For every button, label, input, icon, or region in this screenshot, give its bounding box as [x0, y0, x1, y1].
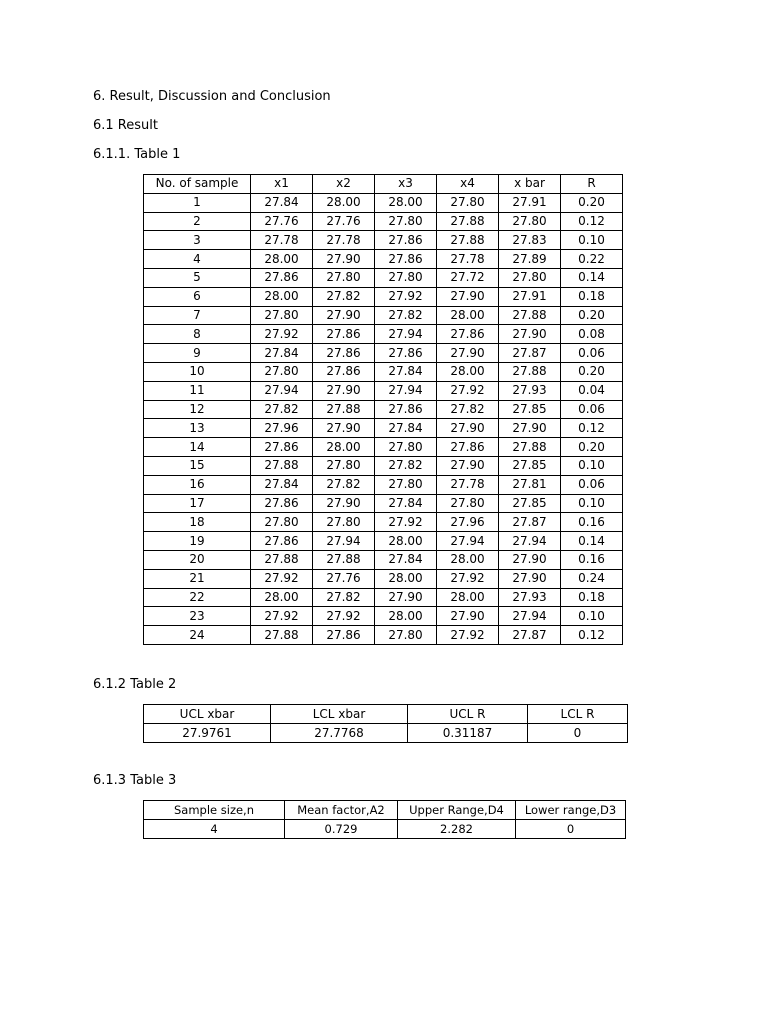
table-row — [144, 250, 623, 269]
table-cell: 27.94 — [251, 381, 313, 400]
table-row — [144, 569, 623, 588]
column-header-ucl-r: UCL R — [408, 705, 528, 724]
table-cell: 4 — [144, 820, 285, 839]
table-cell: 27.80 — [499, 268, 561, 287]
table-row — [144, 231, 623, 250]
table-cell: 27.82 — [437, 400, 499, 419]
table-row — [144, 400, 623, 419]
table-cell: 9 — [144, 344, 251, 363]
table-cell: 27.90 — [313, 419, 375, 438]
table-cell: 28.00 — [251, 588, 313, 607]
table-row — [144, 438, 623, 457]
column-header-xbar: x bar — [499, 175, 561, 194]
table-cell: 27.80 — [251, 306, 313, 325]
table-cell: 27.92 — [437, 626, 499, 645]
table-cell: 27.82 — [375, 306, 437, 325]
table-cell: 27.72 — [437, 268, 499, 287]
table-cell: 0.14 — [561, 268, 623, 287]
table-cell: 5 — [144, 268, 251, 287]
table-cell: 27.84 — [375, 550, 437, 569]
table-cell: 27.88 — [499, 306, 561, 325]
table-cell: 0.12 — [561, 626, 623, 645]
table-cell: 27.76 — [313, 212, 375, 231]
table-cell: 27.96 — [251, 419, 313, 438]
table-cell: 0.12 — [561, 212, 623, 231]
table-cell: 27.80 — [375, 212, 437, 231]
table-cell: 13 — [144, 419, 251, 438]
table-cell: 27.86 — [251, 494, 313, 513]
table-row — [144, 419, 623, 438]
table-row — [144, 287, 623, 306]
table-cell: 27.96 — [437, 513, 499, 532]
table-cell: 27.80 — [375, 268, 437, 287]
column-header-lcl-xbar: LCL xbar — [271, 705, 408, 724]
table-cell: 27.80 — [313, 268, 375, 287]
table-cell: 27.86 — [375, 344, 437, 363]
table-row — [144, 344, 623, 363]
table-cell: 27.90 — [313, 381, 375, 400]
table-cell: 0.12 — [561, 419, 623, 438]
table-cell: 27.87 — [499, 513, 561, 532]
table-cell: 27.84 — [251, 344, 313, 363]
table-cell: 27.9761 — [144, 724, 271, 743]
table-cell: 27.92 — [251, 569, 313, 588]
table-cell: 27.78 — [313, 231, 375, 250]
table-cell: 27.94 — [313, 532, 375, 551]
table-row — [144, 212, 623, 231]
table-cell: 0.10 — [561, 456, 623, 475]
table-cell: 27.92 — [313, 607, 375, 626]
table-cell: 0.20 — [561, 438, 623, 457]
table-cell: 24 — [144, 626, 251, 645]
table-cell: 0.10 — [561, 494, 623, 513]
table-header-row — [144, 801, 626, 820]
table-cell: 27.85 — [499, 494, 561, 513]
table-cell: 0.10 — [561, 231, 623, 250]
table-cell: 27.86 — [313, 325, 375, 344]
table-cell: 27.93 — [499, 588, 561, 607]
table-cell: 27.81 — [499, 475, 561, 494]
table-cell: 27.90 — [437, 419, 499, 438]
table-header-row — [144, 175, 623, 194]
table-cell: 28.00 — [437, 588, 499, 607]
table-cell: 27.88 — [313, 400, 375, 419]
table-cell: 27.86 — [437, 438, 499, 457]
table-cell: 27.83 — [499, 231, 561, 250]
table-cell: 27.78 — [251, 231, 313, 250]
table-cell: 27.90 — [499, 569, 561, 588]
section-heading: 6. Result, Discussion and Conclusion — [93, 89, 331, 104]
table3-heading: 6.1.3 Table 3 — [93, 773, 177, 788]
table-cell: 0.14 — [561, 532, 623, 551]
table-cell: 7 — [144, 306, 251, 325]
table-cell: 0.20 — [561, 362, 623, 381]
table-row — [144, 268, 623, 287]
table-cell: 0.06 — [561, 344, 623, 363]
table-cell: 27.88 — [437, 212, 499, 231]
table-row — [144, 475, 623, 494]
table-cell: 19 — [144, 532, 251, 551]
table-cell: 27.91 — [499, 193, 561, 212]
table-cell: 2.282 — [398, 820, 516, 839]
table-cell: 28.00 — [313, 438, 375, 457]
table-cell: 27.80 — [499, 212, 561, 231]
table-row — [144, 494, 623, 513]
table-cell: 0.729 — [285, 820, 398, 839]
table-cell: 27.94 — [437, 532, 499, 551]
table-1-body — [144, 193, 623, 644]
table-cell: 27.88 — [251, 626, 313, 645]
table-cell: 27.90 — [313, 306, 375, 325]
table-cell: 28.00 — [251, 250, 313, 269]
table-cell: 27.92 — [251, 607, 313, 626]
table-cell: 28.00 — [437, 550, 499, 569]
table-cell: 27.90 — [437, 287, 499, 306]
table-cell: 27.87 — [499, 626, 561, 645]
table-cell: 27.78 — [437, 475, 499, 494]
table-cell: 28.00 — [375, 569, 437, 588]
table-cell: 27.76 — [251, 212, 313, 231]
column-header-sample-size: Sample size,n — [144, 801, 285, 820]
table-cell: 28.00 — [437, 362, 499, 381]
table-cell: 27.87 — [499, 344, 561, 363]
table-cell: 28.00 — [375, 607, 437, 626]
table-cell: 14 — [144, 438, 251, 457]
column-header-sample: No. of sample — [144, 175, 251, 194]
table-cell: 0.16 — [561, 513, 623, 532]
table-cell: 27.90 — [437, 456, 499, 475]
table-cell: 0.16 — [561, 550, 623, 569]
table-cell: 0.08 — [561, 325, 623, 344]
column-header-mean-factor: Mean factor,A2 — [285, 801, 398, 820]
table-row — [144, 381, 623, 400]
table-cell: 27.92 — [375, 513, 437, 532]
table-cell: 27.80 — [437, 193, 499, 212]
table-cell: 28.00 — [437, 306, 499, 325]
table-row — [144, 607, 623, 626]
table-cell: 27.90 — [313, 494, 375, 513]
column-header-x4: x4 — [437, 175, 499, 194]
table2-heading: 6.1.2 Table 2 — [93, 677, 177, 692]
table-row — [144, 456, 623, 475]
table-cell: 10 — [144, 362, 251, 381]
table-cell: 27.80 — [251, 513, 313, 532]
table-cell: 27.92 — [375, 287, 437, 306]
table-cell: 27.80 — [313, 456, 375, 475]
table-3 — [143, 800, 626, 839]
table-cell: 18 — [144, 513, 251, 532]
table-cell: 28.00 — [313, 193, 375, 212]
table-cell: 27.82 — [313, 287, 375, 306]
table-cell: 8 — [144, 325, 251, 344]
column-header-r: R — [561, 175, 623, 194]
table-row — [144, 626, 623, 645]
table-cell: 23 — [144, 607, 251, 626]
column-header-x2: x2 — [313, 175, 375, 194]
table-cell: 0.24 — [561, 569, 623, 588]
table-cell: 0.18 — [561, 287, 623, 306]
table-cell: 0.22 — [561, 250, 623, 269]
table-cell: 0.18 — [561, 588, 623, 607]
table-cell: 27.86 — [375, 231, 437, 250]
column-header-ucl-xbar: UCL xbar — [144, 705, 271, 724]
table-cell: 27.90 — [499, 325, 561, 344]
table-cell: 0 — [516, 820, 626, 839]
table-cell: 27.84 — [375, 419, 437, 438]
table-row — [144, 724, 628, 743]
table-cell: 27.90 — [437, 344, 499, 363]
table-cell: 27.88 — [251, 550, 313, 569]
table-cell: 15 — [144, 456, 251, 475]
table-cell: 27.92 — [251, 325, 313, 344]
column-header-x3: x3 — [375, 175, 437, 194]
table-cell: 12 — [144, 400, 251, 419]
table-cell: 27.88 — [437, 231, 499, 250]
table-cell: 27.80 — [313, 513, 375, 532]
column-header-x1: x1 — [251, 175, 313, 194]
table-cell: 27.90 — [499, 550, 561, 569]
table-cell: 27.89 — [499, 250, 561, 269]
table-cell: 27.90 — [437, 607, 499, 626]
table-cell: 27.84 — [375, 362, 437, 381]
table-1 — [143, 174, 623, 645]
table-cell: 27.76 — [313, 569, 375, 588]
table-cell: 27.82 — [375, 456, 437, 475]
table-cell: 27.86 — [251, 268, 313, 287]
table-cell: 27.94 — [375, 325, 437, 344]
table-cell: 4 — [144, 250, 251, 269]
table-cell: 27.90 — [375, 588, 437, 607]
table-cell: 2 — [144, 212, 251, 231]
table-cell: 0.06 — [561, 400, 623, 419]
table-cell: 22 — [144, 588, 251, 607]
table-cell: 28.00 — [251, 287, 313, 306]
table-cell: 3 — [144, 231, 251, 250]
table-cell: 27.82 — [313, 475, 375, 494]
table-cell: 27.86 — [375, 250, 437, 269]
table-cell: 27.94 — [499, 607, 561, 626]
table-cell: 27.86 — [437, 325, 499, 344]
table-cell: 28.00 — [375, 193, 437, 212]
table-cell: 27.86 — [375, 400, 437, 419]
table-row — [144, 362, 623, 381]
table-cell: 17 — [144, 494, 251, 513]
table-cell: 27.92 — [437, 569, 499, 588]
table-row — [144, 193, 623, 212]
table-cell: 28.00 — [375, 532, 437, 551]
table-cell: 27.88 — [499, 438, 561, 457]
table-cell: 20 — [144, 550, 251, 569]
table-row — [144, 325, 623, 344]
table-cell: 27.80 — [375, 626, 437, 645]
table-cell: 27.91 — [499, 287, 561, 306]
table-cell: 6 — [144, 287, 251, 306]
table-row — [144, 532, 623, 551]
table1-heading: 6.1.1. Table 1 — [93, 147, 181, 162]
table-cell: 27.80 — [375, 475, 437, 494]
table-cell: 27.86 — [313, 344, 375, 363]
table-cell: 27.88 — [251, 456, 313, 475]
table-cell: 11 — [144, 381, 251, 400]
table-cell: 1 — [144, 193, 251, 212]
table-cell: 27.80 — [437, 494, 499, 513]
table-cell: 27.86 — [251, 532, 313, 551]
table-cell: 27.93 — [499, 381, 561, 400]
table-row — [144, 306, 623, 325]
table-cell: 27.85 — [499, 400, 561, 419]
table-cell: 27.90 — [313, 250, 375, 269]
table-cell: 27.88 — [313, 550, 375, 569]
column-header-lcl-r: LCL R — [528, 705, 628, 724]
table-cell: 0.20 — [561, 306, 623, 325]
table-cell: 0.31187 — [408, 724, 528, 743]
column-header-lower-range: Lower range,D3 — [516, 801, 626, 820]
table-cell: 21 — [144, 569, 251, 588]
table-cell: 27.90 — [499, 419, 561, 438]
table-header-row — [144, 705, 628, 724]
table-row — [144, 820, 626, 839]
table-cell: 27.82 — [251, 400, 313, 419]
table-cell: 27.94 — [499, 532, 561, 551]
table-row — [144, 513, 623, 532]
table-cell: 27.82 — [313, 588, 375, 607]
table-cell: 27.92 — [437, 381, 499, 400]
table-cell: 27.78 — [437, 250, 499, 269]
column-header-upper-range: Upper Range,D4 — [398, 801, 516, 820]
result-heading: 6.1 Result — [93, 118, 158, 133]
table-cell: 27.84 — [251, 475, 313, 494]
table-cell: 27.88 — [499, 362, 561, 381]
table-cell: 27.84 — [375, 494, 437, 513]
table-cell: 27.84 — [251, 193, 313, 212]
table-cell: 16 — [144, 475, 251, 494]
table-cell: 0 — [528, 724, 628, 743]
table-row — [144, 588, 623, 607]
table-2 — [143, 704, 628, 743]
table-cell: 27.94 — [375, 381, 437, 400]
table-cell: 27.85 — [499, 456, 561, 475]
table-cell: 27.86 — [313, 362, 375, 381]
table-cell: 0.04 — [561, 381, 623, 400]
table-cell: 27.80 — [251, 362, 313, 381]
table-cell: 27.86 — [251, 438, 313, 457]
table-cell: 27.7768 — [271, 724, 408, 743]
table-cell: 0.10 — [561, 607, 623, 626]
table-cell: 27.80 — [375, 438, 437, 457]
table-cell: 27.86 — [313, 626, 375, 645]
table-cell: 0.06 — [561, 475, 623, 494]
table-cell: 0.20 — [561, 193, 623, 212]
table-row — [144, 550, 623, 569]
